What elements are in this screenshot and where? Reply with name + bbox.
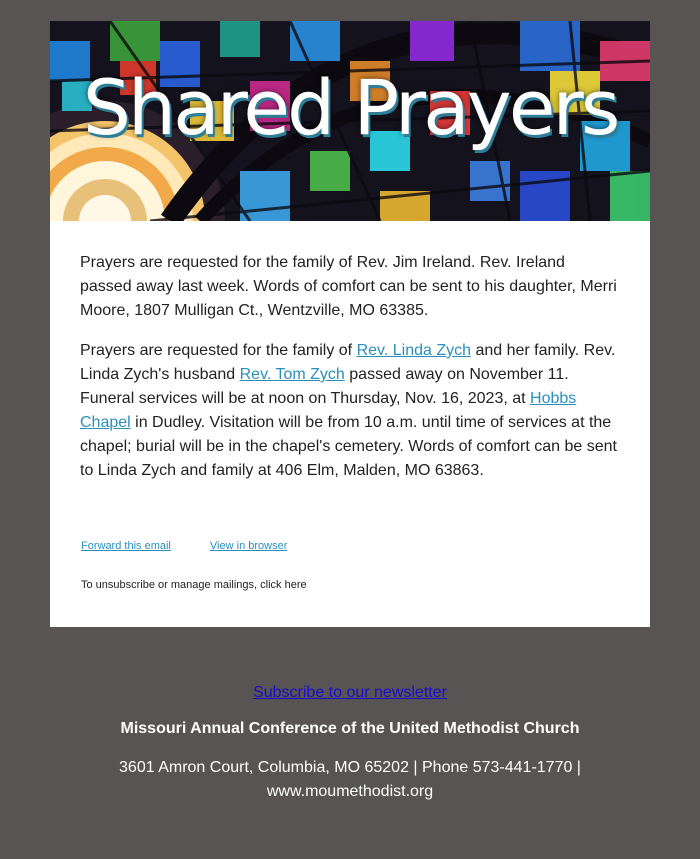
footer bbox=[0, 684, 700, 804]
view-in-browser-link[interactable]: View in browser bbox=[209, 540, 288, 552]
banner-title: Shared Prayers bbox=[82, 63, 618, 152]
link-linda-zych[interactable]: Rev. Linda Zych bbox=[356, 342, 471, 359]
link-tom-zych[interactable]: Rev. Tom Zych bbox=[239, 366, 345, 383]
header-banner bbox=[50, 21, 650, 221]
subscribe-link[interactable]: Subscribe to our newsletter bbox=[253, 684, 447, 701]
prayer-text-part: passed away on November 11. Funeral services will be at noon on Thursday, Nov. 16, 2023, at bbox=[80, 366, 569, 407]
prayer-text-part: and her family. Rev. Linda Zych's husband bbox=[80, 342, 616, 383]
prayer-text-part: Prayers are requested for the family of bbox=[80, 342, 357, 359]
message-body bbox=[50, 221, 650, 483]
prayer-text-part: in Dudley. Visitation will be from 10 a.m. until time of services at the chapel; burial will be in the chapel's cemetery. Words of comfort can be sent to Linda Zych and family at 406 Elm, Malden, MO 63863. bbox=[80, 414, 617, 479]
footer-address: 3601 Amron Court, Columbia, MO 65202 | Phone 573-441-1770 | bbox=[119, 759, 581, 776]
footer-website: www.moumethodist.org bbox=[266, 783, 434, 800]
prayer-request-1: Prayers are requested for the family of Rev. Jim Ireland. Rev. Ireland passed away last week. Words of comfort can be sent to his daughter, Merri Moore, 1807 Mulligan Ct., Wentzville, MO 63385. bbox=[80, 254, 617, 319]
forward-email-link[interactable]: Forward this email bbox=[81, 540, 171, 552]
organization-name: Missouri Annual Conference of the United Methodist Church bbox=[120, 720, 580, 737]
unsubscribe-link[interactable]: To unsubscribe or manage mailings, click here bbox=[81, 579, 307, 591]
link-hobbs-chapel[interactable]: Hobbs Chapel bbox=[80, 390, 577, 431]
email-card bbox=[50, 21, 650, 627]
prayer-request-2 bbox=[80, 339, 620, 483]
email-links bbox=[81, 540, 323, 552]
